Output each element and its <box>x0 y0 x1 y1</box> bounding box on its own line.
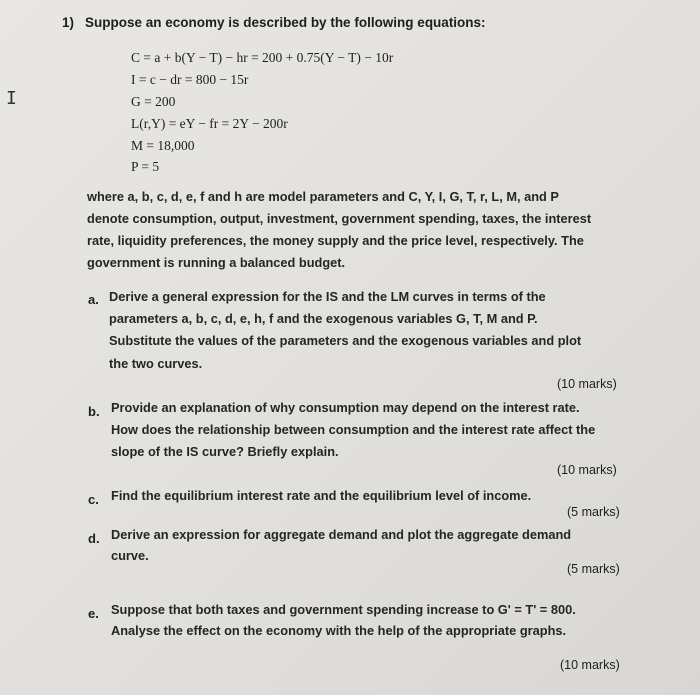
part-a-marks: (10 marks) <box>557 377 617 391</box>
part-a-line: the two curves. <box>109 356 203 371</box>
part-a-line: parameters a, b, c, d, e, h, f and the exogenous variables G, T, M and P. <box>109 311 538 326</box>
part-c-marks: (5 marks) <box>567 505 620 519</box>
part-d-line: Derive an expression for aggregate demand and plot the aggregate demand <box>111 527 572 542</box>
intro-line: denote consumption, output, investment, government spending, taxes, the interest <box>87 211 592 226</box>
part-d-line: curve. <box>111 548 149 563</box>
part-d-marks: (5 marks) <box>567 562 620 576</box>
part-c-line: Find the equilibrium interest rate and the equilibrium level of income. <box>111 488 532 503</box>
part-b-label: b. <box>88 404 100 419</box>
part-b-line: How does the relationship between consumption and the interest rate affect the <box>111 422 596 437</box>
intro-line: government is running a balanced budget. <box>87 255 346 270</box>
equation-liquidity: L(r,Y) = eY − fr = 2Y − 200r <box>131 116 288 131</box>
part-a-line: Substitute the values of the parameters and the exogenous variables and plot <box>109 333 582 348</box>
intro-line: where a, b, c, d, e, f and h are model parameters and C, Y, I, G, T, r, L, M, and P <box>87 189 559 204</box>
part-e-label: e. <box>88 606 99 621</box>
part-b-line: Provide an explanation of why consumption may depend on the interest rate. <box>111 400 580 415</box>
equation-investment: I = c − dr = 800 − 15r <box>131 72 249 87</box>
equation-consumption: C = a + b(Y − T) − hr = 200 + 0.75(Y − T) − 10r <box>131 50 394 65</box>
part-e-line: Analyse the effect on the economy with the help of the appropriate graphs. <box>111 623 567 638</box>
equation-money-supply: M = 18,000 <box>131 138 195 153</box>
equation-government: G = 200 <box>131 94 176 109</box>
equation-price-level: P = 5 <box>131 159 160 174</box>
intro-line: rate, liquidity preferences, the money supply and the price level, respectively. The <box>87 233 584 248</box>
part-e-line: Suppose that both taxes and government spending increase to G' = T' = 800. <box>111 602 576 617</box>
part-d-label: d. <box>88 531 100 546</box>
part-c-label: c. <box>88 492 99 507</box>
question-number: 1) <box>62 15 75 30</box>
part-a-label: a. <box>88 292 99 307</box>
text-cursor-icon: I <box>6 88 17 109</box>
question-header: Suppose an economy is described by the following equations: <box>85 15 486 30</box>
part-a-line: Derive a general expression for the IS and the LM curves in terms of the <box>109 289 546 304</box>
part-e-marks: (10 marks) <box>560 658 620 672</box>
part-b-marks: (10 marks) <box>557 463 617 477</box>
part-b-line: slope of the IS curve? Briefly explain. <box>111 444 339 459</box>
